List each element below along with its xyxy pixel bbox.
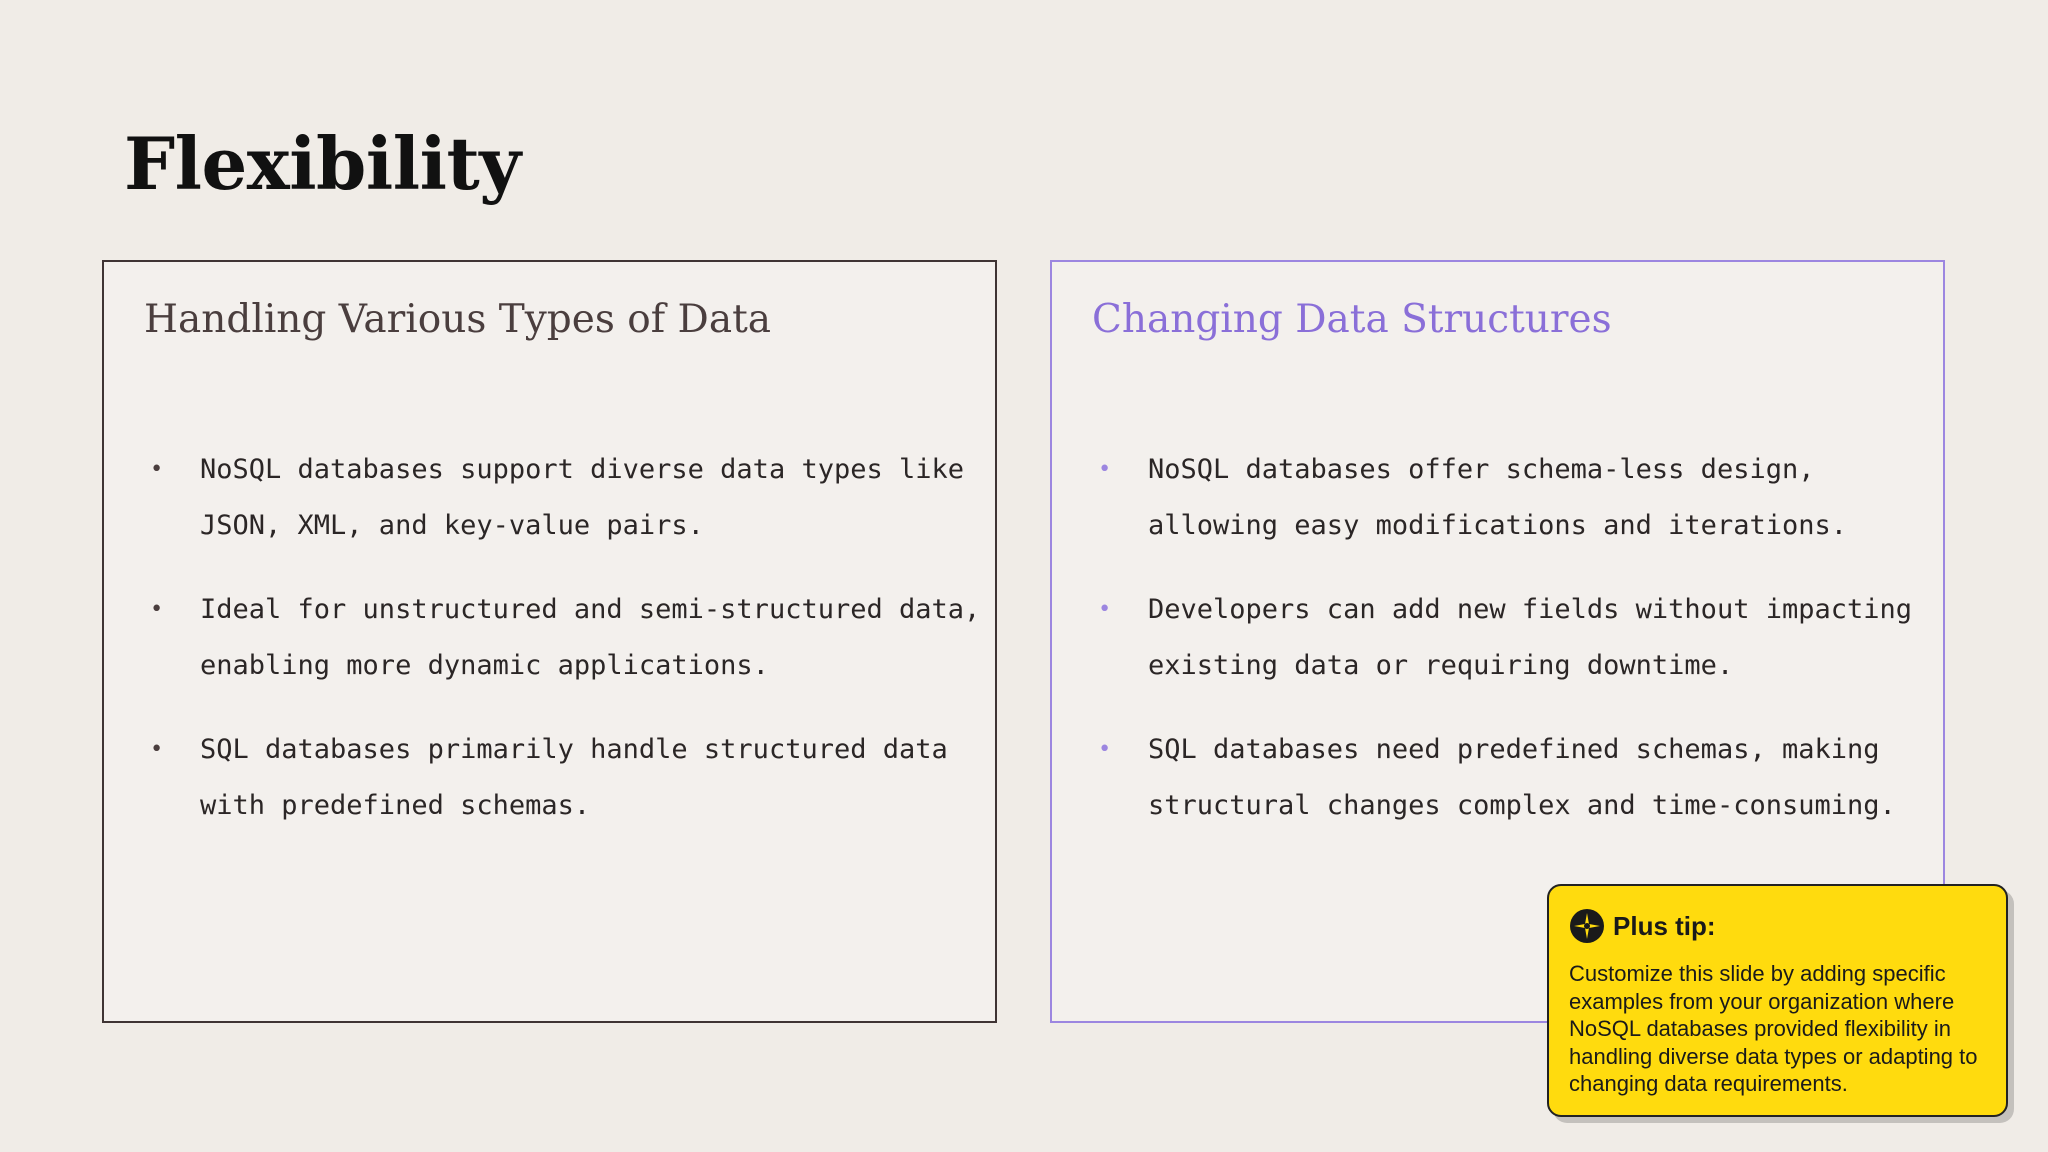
- tip-title: Plus tip:: [1613, 911, 1716, 941]
- bullet-text-line: NoSQL databases offer schema-less design,: [1148, 454, 1815, 485]
- plus-tip-callout: [1547, 884, 2008, 1117]
- bullet-dot: •: [150, 457, 164, 482]
- bullet-dot: •: [1098, 737, 1112, 762]
- bullet-item: [144, 722, 984, 834]
- bullet-text-line: Ideal for unstructured and semi-structured data,: [200, 594, 981, 625]
- bullet-text-line: NoSQL databases support diverse data types like: [200, 454, 965, 485]
- bullet-dot: •: [150, 737, 164, 762]
- bullet-text-line: structural changes complex and time-consuming.: [1148, 790, 1896, 821]
- bullet-text-line: with predefined schemas.: [200, 790, 591, 821]
- bullet-item: [144, 582, 984, 694]
- bullet-list: [144, 442, 984, 862]
- tip-header: [1569, 906, 1986, 946]
- card-handling-data-types: [102, 260, 997, 1023]
- bullet-text-line: JSON, XML, and key-value pairs.: [200, 510, 704, 541]
- bullet-dot: •: [1098, 457, 1112, 482]
- bullet-dot: •: [150, 597, 164, 622]
- bullet-dot: •: [1098, 597, 1112, 622]
- bullet-text-line: allowing easy modifications and iterations.: [1148, 510, 1847, 541]
- bullet-text-line: SQL databases need predefined schemas, making: [1148, 734, 1880, 765]
- plus-tip-icon: [1569, 908, 1605, 944]
- bullet-text-line: enabling more dynamic applications.: [200, 650, 769, 681]
- bullet-item: [1092, 582, 1932, 694]
- tip-body: Customize this slide by adding specific examples from your organization where NoSQL databases provided flexibility in handling diverse data types or adapting to changing data requirements.: [1569, 961, 1978, 1096]
- bullet-list: [1092, 442, 1932, 862]
- bullet-text-line: SQL databases primarily handle structured data: [200, 734, 948, 765]
- card-heading: Changing Data Structures: [1092, 297, 1612, 342]
- card-heading: Handling Various Types of Data: [144, 297, 771, 342]
- slide-title: Flexibility: [124, 121, 521, 206]
- bullet-text-line: Developers can add new fields without impacting: [1148, 594, 1913, 625]
- bullet-item: [1092, 722, 1932, 834]
- bullet-item: [1092, 442, 1932, 554]
- bullet-item: [144, 442, 984, 554]
- bullet-text-line: existing data or requiring downtime.: [1148, 650, 1734, 681]
